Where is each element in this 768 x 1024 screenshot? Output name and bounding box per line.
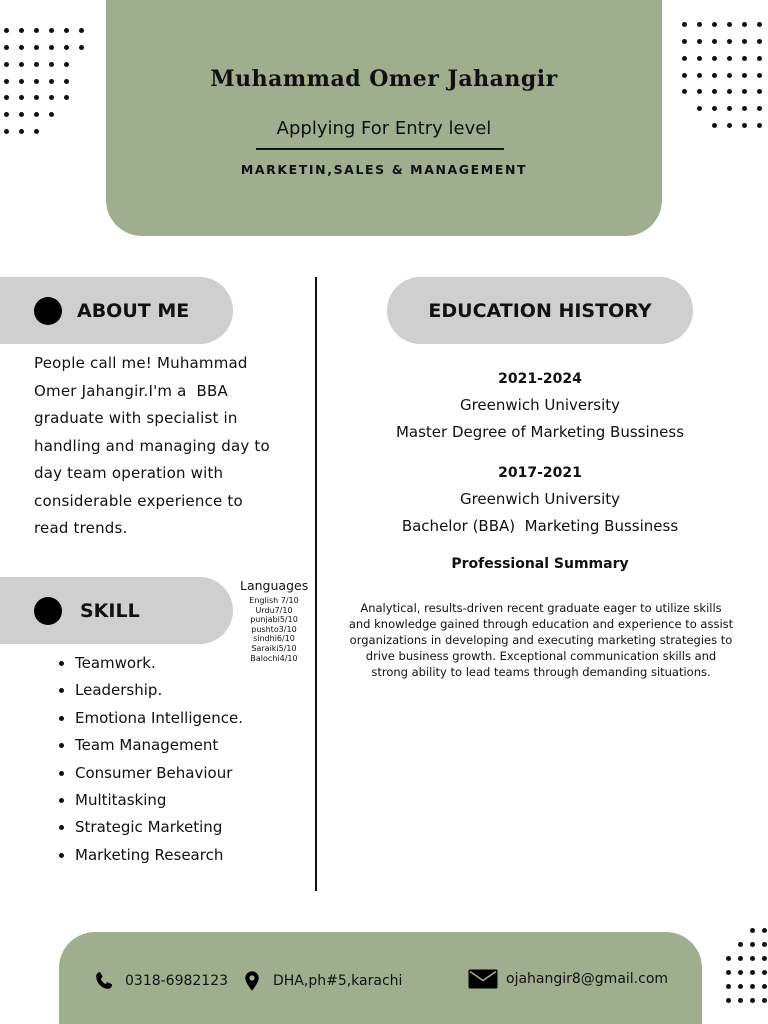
language-item: sindhi6/10 [253,634,295,644]
phone-number: 0318-6982123 [125,973,229,989]
address-text: DHA,ph#5,karachi [273,973,403,989]
dot [712,22,717,27]
column-divider [315,277,317,891]
about-me-heading: ABOUT ME [77,299,190,322]
dot [757,56,762,61]
dot [682,22,687,27]
bullet-dot-icon [34,597,62,625]
dot [727,123,732,128]
education-entry [340,366,740,446]
header-banner [106,0,662,236]
summary-line: and knowledge gained through education and experience to assist [348,617,734,631]
dot [34,129,39,134]
dot [79,45,84,50]
dot [19,112,24,117]
dot [727,106,732,111]
skill-item: • Emotiona Intelligence. [75,705,243,732]
dot [19,79,24,84]
language-item: pushto3/10 [251,624,297,634]
dot [79,28,84,33]
dot [712,56,717,61]
dot [64,28,69,33]
dot [738,956,743,961]
dot [742,73,747,78]
dot [738,998,743,1003]
language-item: Urdu7/10 [255,605,293,615]
dot [697,22,702,27]
dot [750,956,755,961]
contact-email[interactable] [468,968,668,990]
skill-heading-pill [0,577,233,644]
dot [34,112,39,117]
dot [712,123,717,128]
about-line: read trends. [34,519,128,537]
dot [738,942,743,947]
about-me-text [34,350,296,543]
about-me-heading-pill [0,277,233,344]
language-item: English 7/10 [249,596,299,605]
dot [34,79,39,84]
envelope-icon [468,968,498,990]
dot [742,106,747,111]
dot [64,95,69,100]
professional-summary-text [345,600,737,680]
dot [34,62,39,67]
dot [726,956,731,961]
dot [34,28,39,33]
dot [726,970,731,975]
dot [762,970,767,975]
dot [4,45,9,50]
dot [757,89,762,94]
skill-item: • Team Management [75,732,243,759]
dot-pattern-top-right [682,22,766,130]
about-line: considerable experience to [34,491,243,510]
dot [682,89,687,94]
summary-line: drive business growth. Exceptional communication skills and [365,649,717,663]
applying-subtitle: Applying For Entry level [276,118,492,139]
dot [727,56,732,61]
dot [727,22,732,27]
about-line: graduate with specialist in [34,409,238,427]
dot [19,62,24,67]
education-degree: Master Degree of Marketing Bussiness [395,423,685,441]
dot [682,39,687,44]
dot [49,45,54,50]
education-school: Greenwich University [459,490,621,508]
dot-pattern-top-left [4,28,86,136]
dot [762,984,767,989]
subtitle-underline [256,148,504,150]
dot [727,73,732,78]
dot [697,73,702,78]
dot [712,106,717,111]
education-degree: Bachelor (BBA) Marketing Bussiness [401,517,679,535]
contact-phone[interactable] [93,968,228,994]
dot [762,956,767,961]
dot [757,39,762,44]
dot [4,28,9,33]
dot [757,106,762,111]
dot [750,942,755,947]
dot [750,928,755,933]
dot [750,970,755,975]
skill-item: • Marketing Research [75,842,243,869]
dot [4,112,9,117]
language-item: Balochi4/10 [250,653,298,663]
skill-heading: SKILL [80,599,140,622]
education-years: 2017-2021 [498,465,582,481]
dot [738,984,743,989]
summary-line: Analytical, results-driven recent graduate eager to utilize skills [360,601,722,615]
dot [750,984,755,989]
dot [49,28,54,33]
skill-item: • Leadership. [75,677,243,704]
dot [49,95,54,100]
dot [762,998,767,1003]
dot [697,89,702,94]
dot [762,928,767,933]
dot [712,89,717,94]
professional-summary-title: Professional Summary [451,556,629,572]
field-of-work: MARKETIN,SALES & MANAGEMENT [240,162,528,177]
dot [4,95,9,100]
contact-footer [59,932,702,1024]
dot [697,56,702,61]
dot [64,45,69,50]
dot [742,123,747,128]
dot [4,62,9,67]
dot-pattern-bottom-right [726,928,768,998]
dot [64,62,69,67]
dot [4,129,9,134]
summary-line: strong ability to lead teams through demanding situations. [371,665,711,679]
skill-item: • Consumer Behaviour [75,760,243,787]
dot [742,56,747,61]
about-line: day team operation with [34,464,224,482]
education-heading-pill [387,277,693,344]
languages-list [249,596,299,663]
dot [757,73,762,78]
education-entry [340,460,740,540]
dot [697,106,702,111]
skill-item: • Teamwork. [75,650,243,677]
dot [682,73,687,78]
about-line: Omer Jahangir.I'm a BBA [34,381,228,400]
dot [19,28,24,33]
candidate-name: Muhammad Omer Jahangir [210,66,558,92]
dot [712,73,717,78]
language-item: Saraiki5/10 [251,643,297,653]
dot [727,89,732,94]
dot [757,123,762,128]
education-years: 2021-2024 [498,371,582,387]
dot [19,45,24,50]
languages-title: Languages [240,578,309,593]
dot [682,56,687,61]
location-pin-icon [241,968,263,994]
education-heading: EDUCATION HISTORY [428,299,652,322]
dot [712,39,717,44]
dot [64,79,69,84]
dot [742,89,747,94]
dot [4,79,9,84]
dot [757,22,762,27]
dot [49,79,54,84]
phone-icon [93,968,115,994]
dot [726,984,731,989]
dot [19,95,24,100]
about-line: handling and managing day to [34,436,270,455]
dot [726,998,731,1003]
education-school: Greenwich University [459,396,621,414]
about-line: People call me! Muhammad [34,354,248,372]
summary-line: organizations in developing and executing marketing strategies to [349,633,733,647]
dot [19,129,24,134]
dot [49,112,54,117]
dot [738,970,743,975]
language-item: punjabi5/10 [250,615,298,625]
bullet-dot-icon [34,297,62,325]
dot [49,62,54,67]
dot [697,39,702,44]
dot [742,39,747,44]
dot [750,998,755,1003]
dot [34,45,39,50]
email-text: ojahangir8@gmail.com [506,971,669,987]
skill-item: • Multitasking [75,787,243,814]
dot [742,22,747,27]
dot [762,942,767,947]
contact-address[interactable] [241,968,402,994]
skill-item: • Strategic Marketing [75,814,243,841]
skill-list [55,650,243,869]
dot [34,95,39,100]
dot [727,39,732,44]
